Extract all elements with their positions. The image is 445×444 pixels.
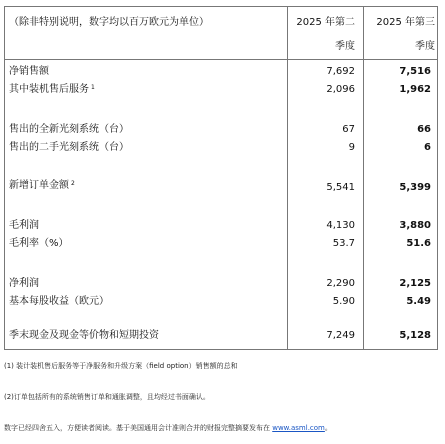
value-q2-gross-profit: 4,130 bbox=[326, 220, 355, 231]
value-q2-new-systems: 67 bbox=[342, 124, 355, 135]
value-q3-gross-profit: 3,880 bbox=[399, 220, 431, 231]
column-header-q2-line1: 2025 年第二 bbox=[296, 17, 355, 28]
footnote-3-text: 数字已经四舍五入，方便读者阅读。基于美国通用会计准则合并的财报完整摘要发布在 bbox=[4, 424, 273, 432]
column-header-q2-line2: 季度 bbox=[335, 41, 355, 52]
footnote-1: (1) 装计装机售后服务等于净服务和升级方案（field option）销售额的总和 bbox=[4, 362, 238, 370]
footnote-marker: 2 bbox=[71, 180, 75, 187]
unit-note: （除非特别说明，数字均以百万欧元为单位） bbox=[9, 17, 209, 28]
column-header-q3-line1: 2025 年第三 bbox=[376, 17, 435, 28]
row-label-cash: 季末现金及现金等价物和短期投资 bbox=[9, 330, 159, 341]
asml-website-link[interactable]: www.asml.com bbox=[272, 424, 325, 432]
footnote-2: (2)订单包括所有的系统销售订单和通胀调整，且均经过书面确认。 bbox=[4, 393, 210, 401]
value-q3-installed-base: 1,962 bbox=[399, 84, 431, 95]
value-q3-net-income: 2,125 bbox=[399, 278, 431, 289]
row-label-net-income: 净利润 bbox=[9, 278, 39, 289]
footnote-3-suffix: 。 bbox=[324, 424, 332, 432]
value-q3-gross-margin: 51.6 bbox=[406, 238, 431, 249]
row-label-gross-profit: 毛利润 bbox=[9, 220, 39, 231]
footnote-marker: 1 bbox=[91, 84, 95, 91]
value-q3-eps: 5.49 bbox=[406, 296, 431, 307]
value-q2-gross-margin: 53.7 bbox=[332, 238, 355, 249]
value-q2-eps: 5.90 bbox=[332, 296, 355, 307]
row-label-new-systems: 售出的全新光刻系统（台） bbox=[9, 124, 129, 135]
row-label-text: 其中装机售后服务 bbox=[9, 84, 89, 95]
value-q2-installed-base: 2,096 bbox=[326, 84, 355, 95]
value-q3-cash: 5,128 bbox=[399, 330, 431, 341]
value-q3-net-sales: 7,516 bbox=[399, 66, 431, 77]
row-label-text: 新增订单金额 bbox=[9, 180, 69, 191]
value-q2-bookings: 5,541 bbox=[326, 182, 355, 193]
value-q2-used-systems: 9 bbox=[348, 142, 355, 153]
value-q2-cash: 7,249 bbox=[326, 330, 355, 341]
value-q2-net-sales: 7,692 bbox=[326, 66, 355, 77]
row-label-installed-base bbox=[9, 83, 95, 96]
row-label-gross-margin: 毛利率（%） bbox=[9, 238, 69, 249]
value-q3-used-systems: 6 bbox=[424, 142, 431, 153]
financial-summary-table bbox=[4, 6, 438, 350]
row-label-bookings bbox=[9, 179, 75, 192]
footnote-3 bbox=[4, 423, 332, 433]
value-q2-net-income: 2,290 bbox=[326, 278, 355, 289]
column-header-q3-line2: 季度 bbox=[415, 41, 435, 52]
header-divider bbox=[5, 59, 437, 60]
row-label-net-sales: 净销售额 bbox=[9, 66, 49, 77]
row-label-used-systems: 售出的二手光刻系统（台） bbox=[9, 142, 129, 153]
value-q3-new-systems: 66 bbox=[417, 124, 431, 135]
value-q3-bookings: 5,399 bbox=[399, 182, 431, 193]
row-label-eps: 基本每股收益（欧元） bbox=[9, 296, 109, 307]
